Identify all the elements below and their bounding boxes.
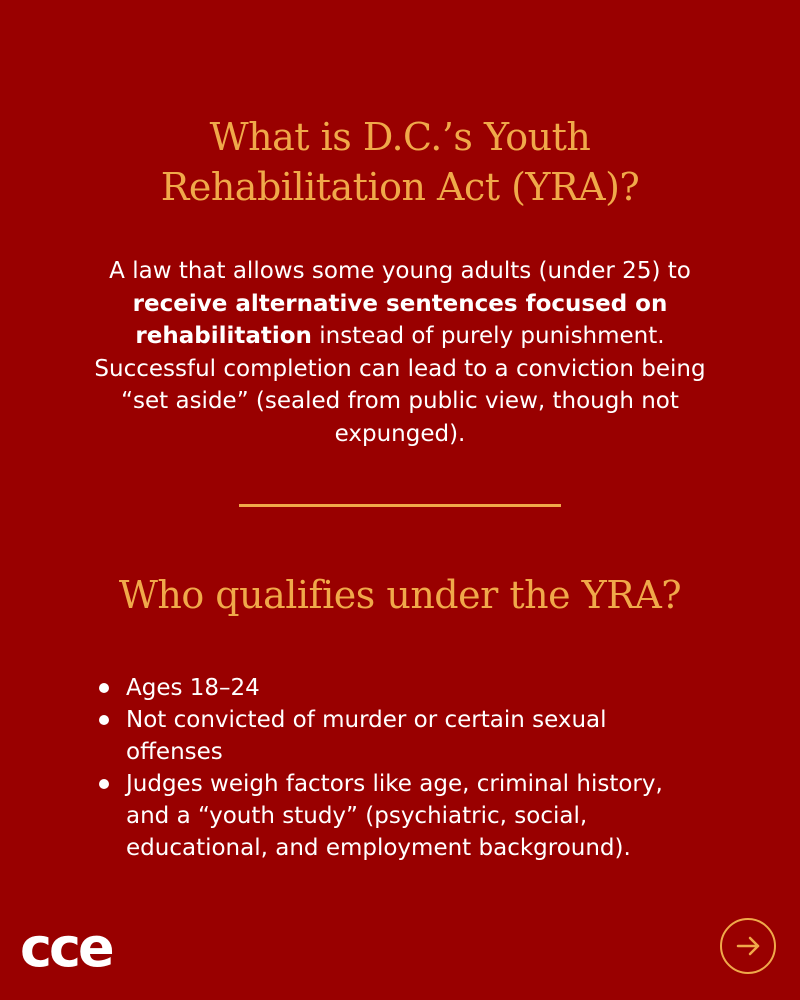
list-item-text: Judges weigh factors like age, criminal history, and a “youth study” (psychiatric, social, educational, and employment background). [126, 771, 663, 861]
bullet-icon [99, 715, 109, 725]
list-item [96, 704, 696, 768]
list-item [96, 768, 696, 864]
bullet-icon [99, 683, 109, 693]
list-item-text: Ages 18–24 [126, 675, 260, 701]
section-title-yra-line2: Rehabilitation Act (YRA)? [160, 165, 640, 209]
arrow-right-circle-icon [733, 931, 763, 961]
qualification-list [96, 672, 696, 864]
yra-description-emphasis: receive alternative sentences focused on rehabilitation [132, 290, 668, 349]
section-title-yra [0, 112, 800, 212]
bullet-icon [99, 779, 109, 789]
list-item-text: Not convicted of murder or certain sexual offenses [126, 707, 607, 765]
yra-description-part2: instead of purely punishment. Successful completion can lead to a conviction being “set aside” (sealed from public view, though not expunged). [94, 323, 706, 447]
cce-logo: cce [20, 916, 112, 979]
yra-description [90, 255, 710, 450]
section-title-qualifies: Who qualifies under the YRA? [118, 573, 682, 617]
list-item [96, 672, 696, 704]
section-divider [239, 504, 561, 507]
next-slide-button[interactable] [720, 918, 776, 974]
section-title-yra-line1: What is D.C.’s Youth [209, 115, 591, 159]
yra-description-part1: A law that allows some young adults (under 25) to [109, 258, 691, 284]
